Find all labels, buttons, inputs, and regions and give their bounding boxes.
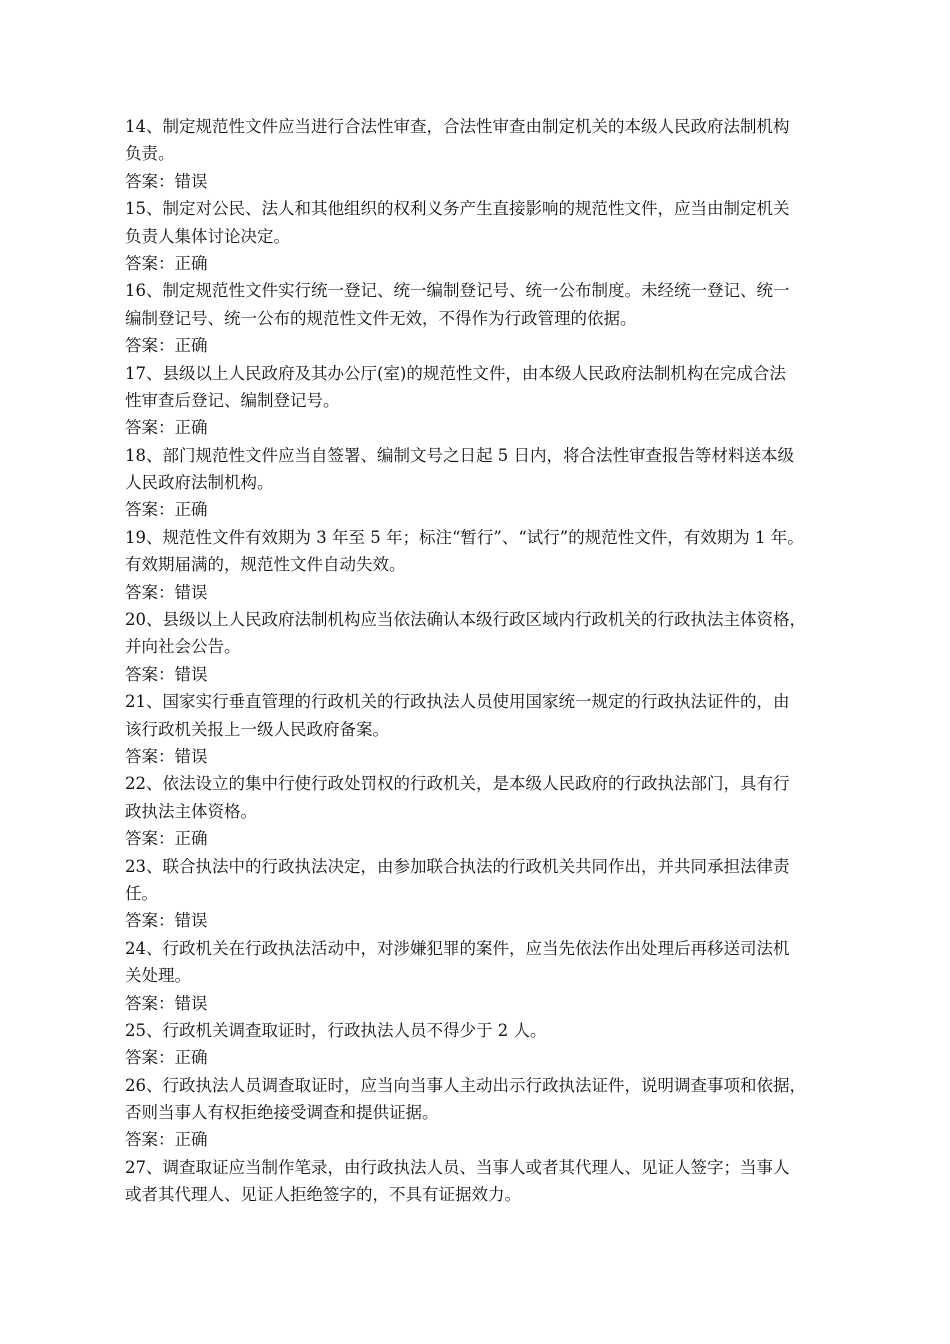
question-text-line: 有效期届满的，规范性文件自动失效。 xyxy=(125,555,406,575)
question-text-line: 17、县级以上人民政府及其办公厅(室)的规范性文件，由本级人民政府法制机构在完成合法 xyxy=(125,363,786,383)
question-text-line: 或者其代理人、见证人拒绝签字的，不具有证据效力。 xyxy=(125,1185,521,1205)
question-text-line: 负责人集体讨论决定。 xyxy=(125,226,290,246)
question-21 xyxy=(125,688,845,770)
question-text-line: 性审查后登记、编制登记号。 xyxy=(125,390,340,410)
question-text-line: 15、制定对公民、法人和其他组织的权利义务产生直接影响的规范性文件，应当由制定机关 xyxy=(125,199,790,219)
question-25 xyxy=(125,1017,845,1072)
question-22 xyxy=(125,770,845,852)
question-text-line: 20、县级以上人民政府法制机构应当依法确认本级行政区域内行政机关的行政执法主体资格， xyxy=(125,610,806,630)
question-text-line: 25、行政机关调查取证时，行政执法人员不得少于 2 人。 xyxy=(125,1020,547,1040)
answer-line: 答案：正确 xyxy=(125,253,208,273)
question-text-line: 27、调查取证应当制作笔录，由行政执法人员、当事人或者其代理人、见证人签字；当事人 xyxy=(125,1157,790,1177)
question-20 xyxy=(125,606,845,688)
question-text-line: 人民政府法制机构。 xyxy=(125,473,274,493)
question-15 xyxy=(125,195,845,277)
question-text-line: 23、联合执法中的行政执法决定，由参加联合执法的行政机关共同作出，并共同承担法律责 xyxy=(125,856,790,876)
question-text-line: 任。 xyxy=(125,883,158,903)
question-text-line: 16、制定规范性文件实行统一登记、统一编制登记号、统一公布制度。未经统一登记、统一 xyxy=(125,281,790,301)
question-text-line: 政执法主体资格。 xyxy=(125,801,257,821)
answer-line: 答案：错误 xyxy=(125,582,208,602)
answer-line: 答案：正确 xyxy=(125,1130,208,1150)
question-text-line: 21、国家实行垂直管理的行政机关的行政执法人员使用国家统一规定的行政执法证件的，由 xyxy=(125,692,790,712)
question-26 xyxy=(125,1072,845,1154)
document-page xyxy=(125,113,845,1209)
question-19 xyxy=(125,524,845,606)
question-text-line: 19、规范性文件有效期为 3 年至 5 年；标注“暂行”、“试行”的规范性文件，有效期为 1 年。 xyxy=(125,527,804,547)
question-17 xyxy=(125,360,845,442)
answer-line: 答案：错误 xyxy=(125,993,208,1013)
question-text-line: 18、部门规范性文件应当自签署、编制文号之日起 5 日内，将合法性审查报告等材料送本级 xyxy=(125,445,794,465)
question-text-line: 负责。 xyxy=(125,144,175,164)
answer-line: 答案：正确 xyxy=(125,336,208,356)
question-text-line: 并向社会公告。 xyxy=(125,637,241,657)
answer-line: 答案：错误 xyxy=(125,171,208,191)
question-text-line: 关处理。 xyxy=(125,966,191,986)
answer-line: 答案：错误 xyxy=(125,746,208,766)
question-text-line: 该行政机关报上一级人民政府备案。 xyxy=(125,719,389,739)
question-text-line: 14、制定规范性文件应当进行合法性审查，合法性审查由制定机关的本级人民政府法制机构 xyxy=(125,117,790,136)
question-text-line: 22、依法设立的集中行使行政处罚权的行政机关，是本级人民政府的行政执法部门，具有行 xyxy=(125,774,790,794)
question-16 xyxy=(125,277,845,359)
answer-line: 答案：正确 xyxy=(125,500,208,520)
question-18 xyxy=(125,442,845,524)
answer-line: 答案：正确 xyxy=(125,829,208,849)
question-text-line: 26、行政执法人员调查取证时，应当向当事人主动出示行政执法证件，说明调查事项和依据， xyxy=(125,1075,806,1095)
question-14 xyxy=(125,113,845,195)
answer-line: 答案：正确 xyxy=(125,1048,208,1068)
question-text-line: 编制登记号、统一公布的规范性文件无效，不得作为行政管理的依据。 xyxy=(125,308,637,328)
question-text-line: 否则当事人有权拒绝接受调查和提供证据。 xyxy=(125,1103,439,1123)
answer-line: 答案：错误 xyxy=(125,664,208,684)
question-27 xyxy=(125,1154,845,1209)
answer-line: 答案：错误 xyxy=(125,911,208,931)
question-23 xyxy=(125,853,845,935)
answer-line: 答案：正确 xyxy=(125,418,208,438)
question-24 xyxy=(125,935,845,1017)
question-text-line: 24、行政机关在行政执法活动中，对涉嫌犯罪的案件，应当先依法作出处理后再移送司法机 xyxy=(125,938,790,958)
